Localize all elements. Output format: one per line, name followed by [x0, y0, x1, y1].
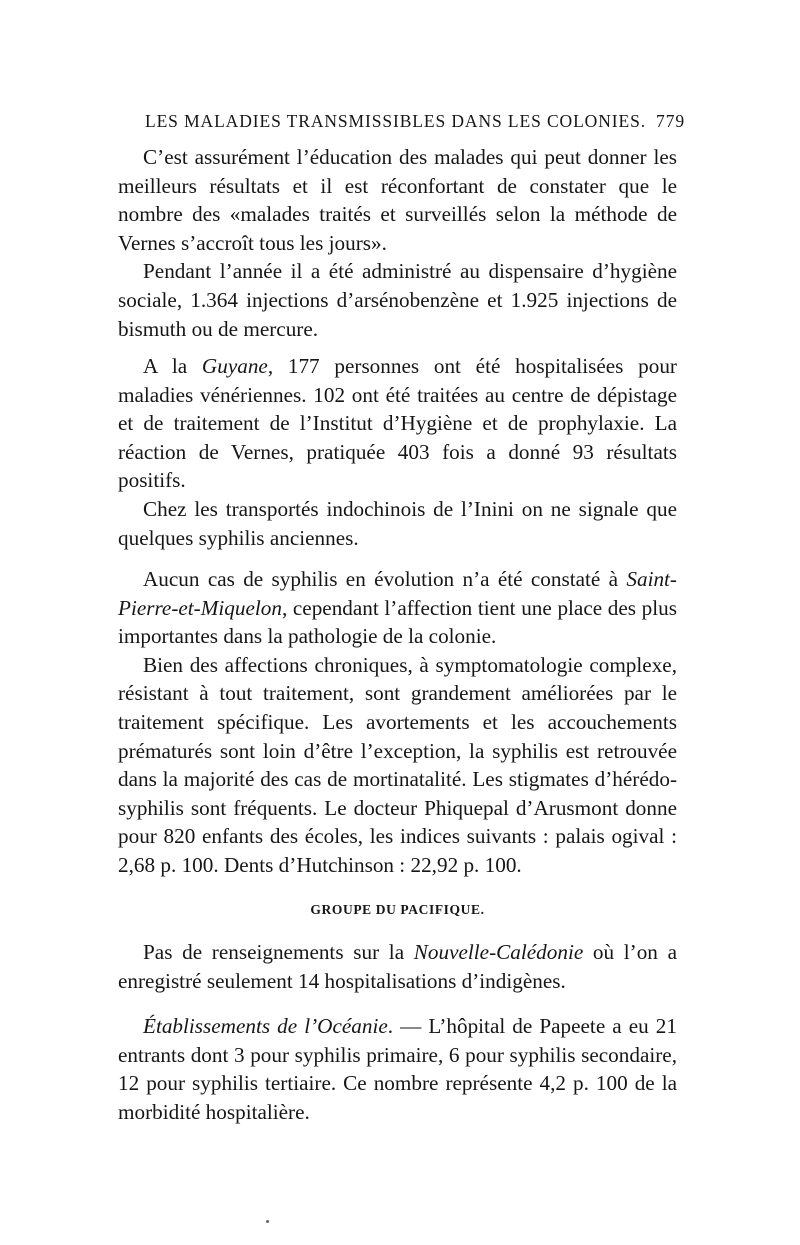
section-heading: GROUPE DU PACIFIQUE. — [310, 902, 485, 917]
paragraph — [118, 352, 677, 495]
running-title: LES MALADIES TRANSMISSIBLES DANS LES COLONIES. — [145, 111, 646, 131]
paragraph — [118, 565, 677, 651]
text-run: Pas de renseignements sur la — [143, 940, 414, 964]
text-run: , 177 personnes ont été hospitalisées pour maladies vénériennes. 102 ont été traitées au centre de dépistage et de traitement de l’Institut d’Hygiène et de prophylaxie. La réaction de Vernes, pratiquée 403 fois a donné 93 résultats positifs. — [118, 354, 677, 493]
text-run: Aucun cas de syphilis en évolution n’a été constaté à — [143, 567, 627, 591]
text-run: . — L’hôpital de Papeete a eu 21 entrants dont 3 pour syphilis primaire, 6 pour syphilis secondaire, 12 pour syphilis tertiaire. Ce nombre représente 4,2 p. 100 de la morbidité hospitalière. — [118, 1014, 677, 1124]
paragraph: Chez les transportés indochinois de l’Inini on ne signale que quelques syphilis anciennes. — [118, 496, 677, 550]
paragraph: Bien des affections chroniques, à symptomatologie complexe, résistant à tout traitement, sont grandement améliorées par le traitement spécifique. Les avortements et les accouchements prématurés sont loin d’être l’exception, la syphilis est retrouvée dans la majorité des cas de mortinatalité. Les stigmates d’hérédo-syphilis sont fréquents. Le docteur Phiquepal d’Arusmont donne pour 820 enfants des écoles, les indices suivants : palais ogival : 2,68 p. 100. Dents d’Hutchinson : 22,92 p. 100. — [118, 652, 677, 877]
running-header — [145, 111, 685, 132]
place-name-nouvelle-caledonie: Nouvelle-Calédonie — [413, 940, 584, 964]
text-run: A la — [143, 354, 202, 378]
text-block-1 — [118, 143, 677, 343]
paragraph — [118, 938, 677, 995]
ink-speck — [266, 1220, 269, 1223]
place-name-saint-pierre: Saint-Pierre-et-Miquelon — [118, 567, 677, 620]
paragraph — [118, 1012, 677, 1126]
text-run: , cependant l’affection tient une place des plus importantes dans la pathologie de la colonie. — [118, 595, 677, 649]
text-block-guyane — [118, 352, 677, 552]
text-block-nouvelle-caledonie — [118, 938, 677, 995]
paragraph: C’est assurément l’éducation des malades qui peut donner les meilleurs résultats et il est réconfortant de constater que le nombre des «malades traités et surveillés selon la méthode de Vernes s’accroît tous les jours». — [118, 145, 677, 255]
place-name-guyane: Guyane — [201, 354, 268, 378]
paragraph: Pendant l’année il a été administré au dispensaire d’hygiène sociale, 1.364 injections d’arsénobenzène et 1.925 injections de bismuth ou de mercure. — [118, 259, 677, 341]
page-number: 779 — [656, 111, 685, 131]
text-block-oceanie — [118, 1012, 677, 1126]
text-block-saint-pierre — [118, 565, 677, 880]
place-name-oceanie: Établissements de l’Océanie — [143, 1014, 388, 1038]
text-run: où l’on a enregistré seulement 14 hospitalisations d’indigènes. — [118, 940, 677, 993]
